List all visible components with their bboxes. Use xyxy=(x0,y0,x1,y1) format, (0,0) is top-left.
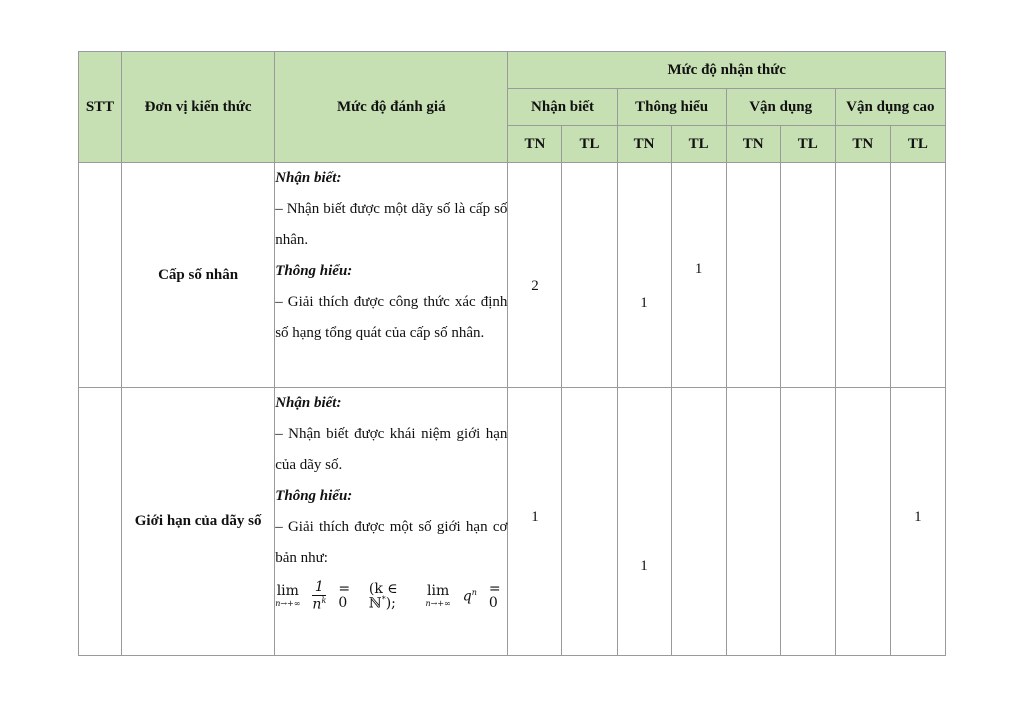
tn-header: TN xyxy=(617,126,671,163)
unit-cell: Cấp số nhân xyxy=(122,163,275,388)
th-tl-cell xyxy=(671,163,726,388)
stt-cell xyxy=(79,388,122,656)
tl-header: TL xyxy=(562,126,617,163)
lim-operator: lim n→+∞ xyxy=(425,582,451,608)
tl-header: TL xyxy=(780,126,835,163)
vd-tl-cell xyxy=(780,388,835,656)
tl-header: TL xyxy=(890,126,945,163)
level-apply-header: Vận dụng xyxy=(726,89,835,126)
th-tl-cell xyxy=(671,388,726,656)
nb-tn-cell xyxy=(508,388,562,656)
recognize-heading: Nhận biết: xyxy=(275,170,342,186)
condition: (k ∈ ℕ*); xyxy=(368,580,398,612)
count-value: 1 xyxy=(640,558,648,574)
recognize-text: – Nhận biết được khái niệm giới hạn của dãy số. xyxy=(275,426,508,473)
header-row-1 xyxy=(79,52,946,89)
stt-cell xyxy=(79,163,122,388)
understand-heading: Thông hiểu: xyxy=(275,488,353,504)
th-tn-cell xyxy=(617,388,671,656)
vdc-tl-cell xyxy=(890,388,945,656)
count-value: 2 xyxy=(531,278,539,294)
unit-cell: Giới hạn của dãy số xyxy=(122,388,275,656)
table-row xyxy=(79,163,946,388)
vd-tl-cell xyxy=(780,163,835,388)
assessment-cell xyxy=(275,388,508,656)
col-unit-header: Đơn vị kiến thức xyxy=(122,52,275,163)
tl-header: TL xyxy=(671,126,726,163)
nb-tn-cell xyxy=(508,163,562,388)
count-value: 1 xyxy=(531,509,539,525)
vd-tn-cell xyxy=(726,388,780,656)
assessment-cell xyxy=(275,163,508,388)
recognize-text: – Nhận biết được một dãy số là cấp số nhân. xyxy=(275,201,508,248)
vdc-tl-cell xyxy=(890,163,945,388)
col-stt-header: STT xyxy=(79,52,122,163)
table-row xyxy=(79,388,946,656)
nb-tl-cell xyxy=(562,163,617,388)
tn-header: TN xyxy=(508,126,562,163)
tn-header: TN xyxy=(835,126,890,163)
understand-heading: Thông hiểu: xyxy=(275,263,353,279)
col-assessment-header: Mức độ đánh giá xyxy=(275,52,508,163)
level-understand-header: Thông hiểu xyxy=(617,89,726,126)
understand-text: – Giải thích được một số giới hạn cơ bản như: xyxy=(275,519,508,566)
level-advanced-apply-header: Vận dụng cao xyxy=(835,89,945,126)
level-recognize-header: Nhận biết xyxy=(508,89,617,126)
levels-title-header: Mức độ nhận thức xyxy=(508,52,946,89)
fraction: $\frac{1}{n^k}$ xyxy=(312,579,327,613)
lim-operator: lim n→+∞ xyxy=(275,582,301,608)
recognize-heading: Nhận biết: xyxy=(275,395,342,411)
understand-text: – Giải thích được công thức xác định số hạng tổng quát của cấp số nhân. xyxy=(275,294,508,341)
limit-formula: lim n→+∞ $\frac{1}{n^k}$ = 0 (k ∈ ℕ*); lim n→+∞ $q^n$ = 0 xyxy=(275,579,501,613)
count-value: 1 xyxy=(914,509,922,525)
vd-tn-cell xyxy=(726,163,780,388)
vdc-tn-cell xyxy=(835,163,890,388)
tn-header: TN xyxy=(726,126,780,163)
count-value: 1 xyxy=(640,295,648,311)
nb-tl-cell xyxy=(562,388,617,656)
th-tn-cell xyxy=(617,163,671,388)
vdc-tn-cell xyxy=(835,388,890,656)
assessment-matrix-table xyxy=(78,51,946,656)
count-value: 1 xyxy=(694,261,703,277)
